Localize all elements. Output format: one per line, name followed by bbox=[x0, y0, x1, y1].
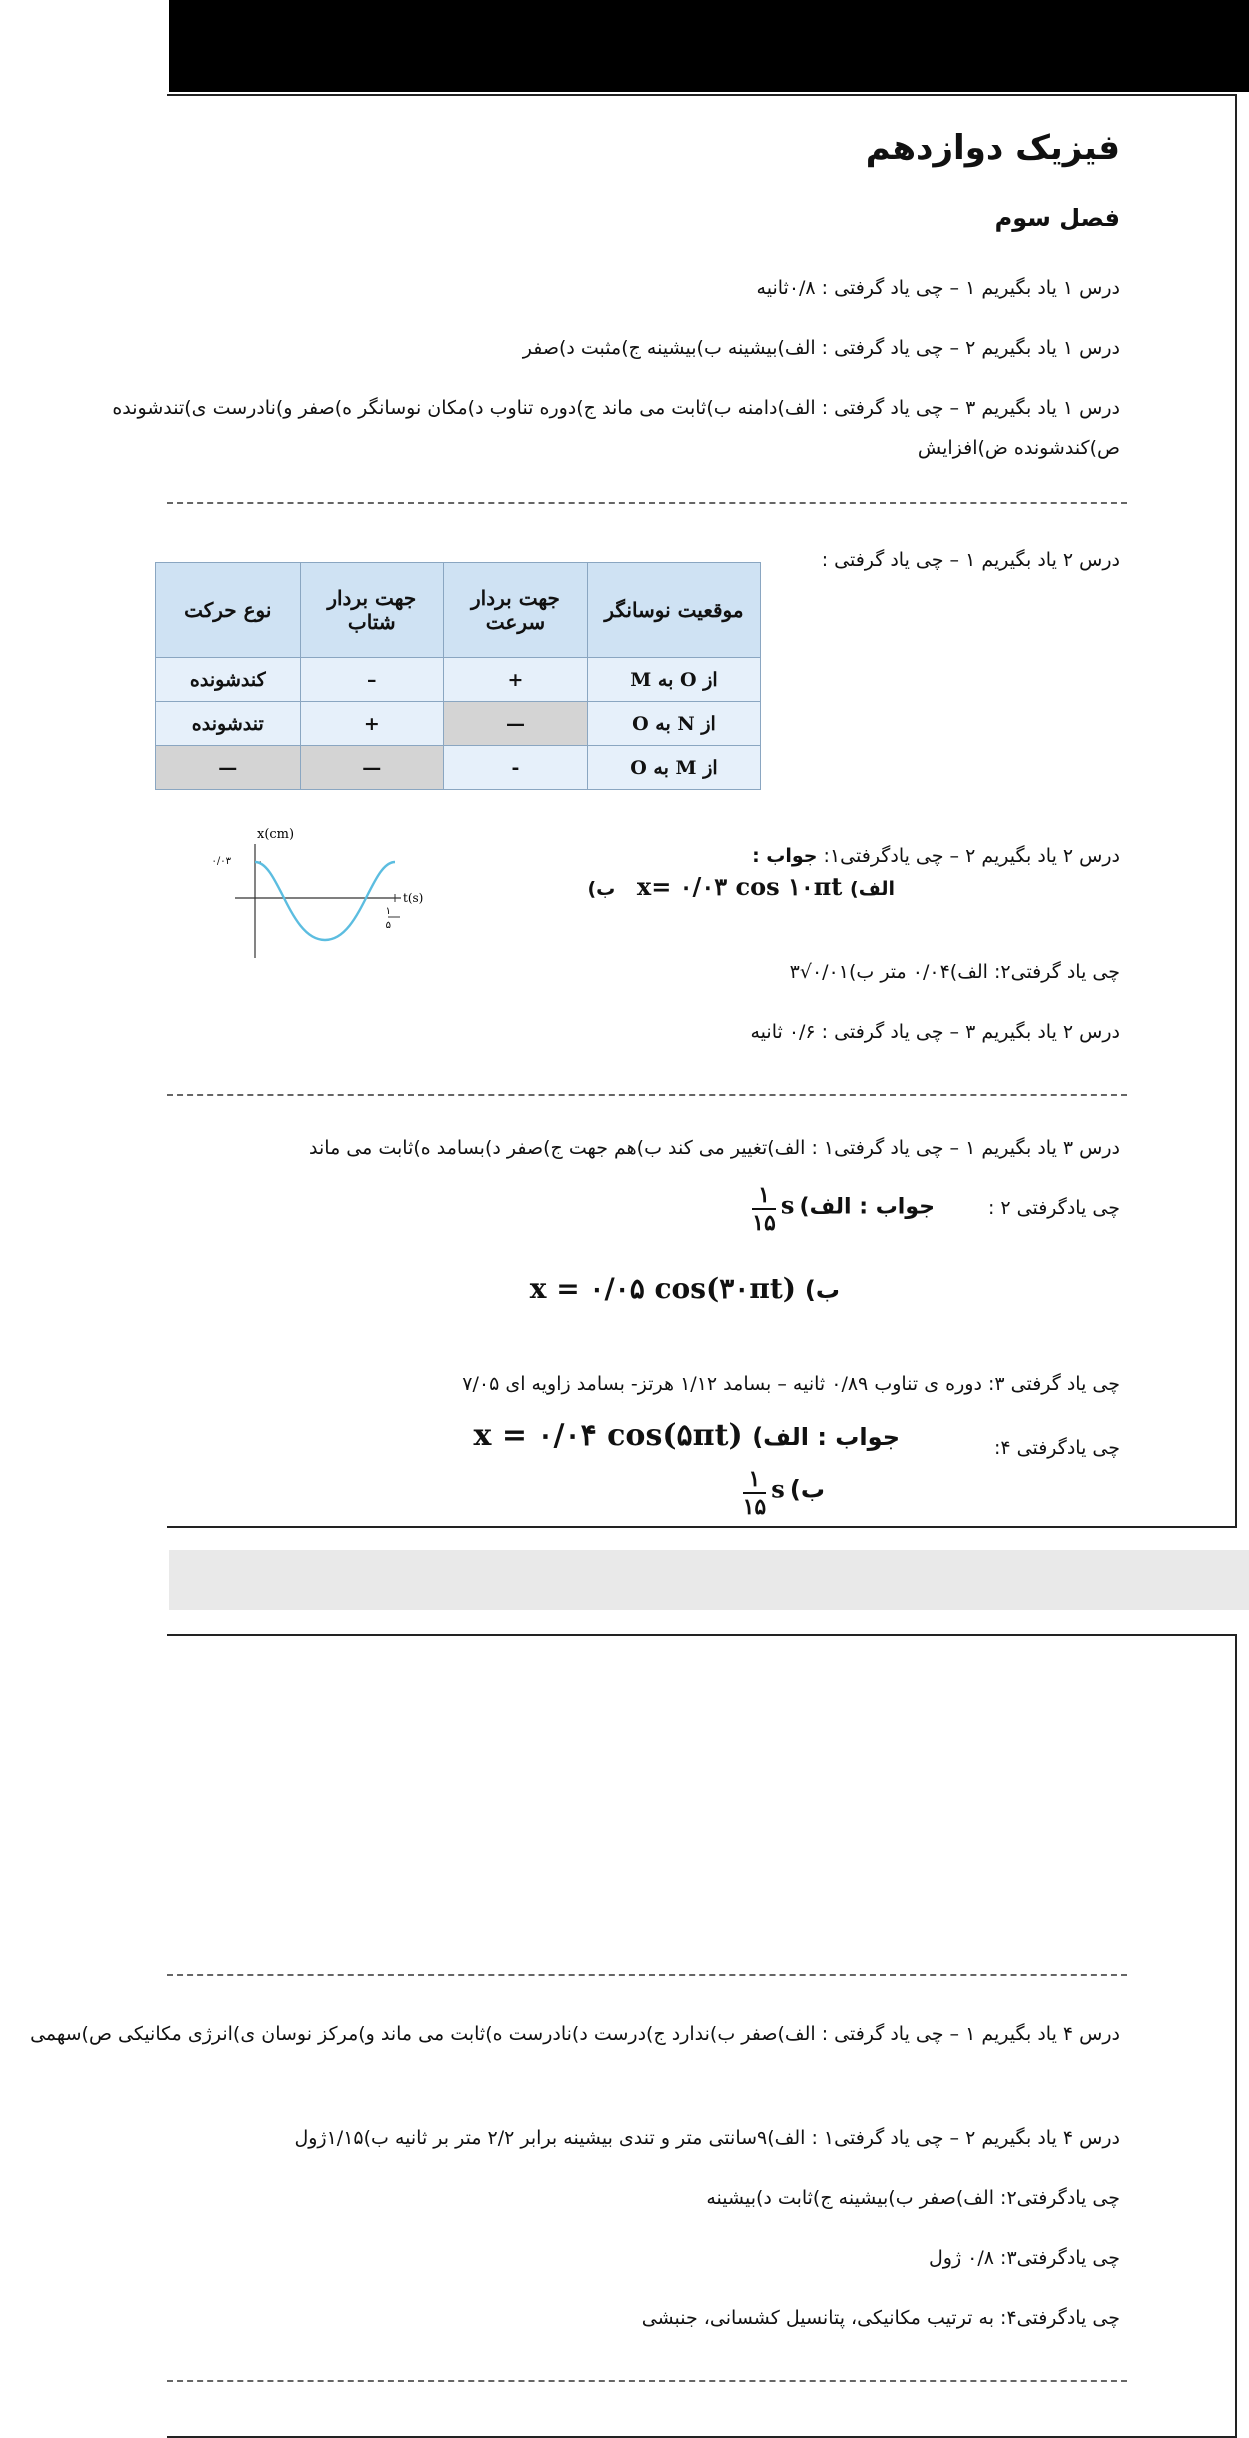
table-cell: تندشونده bbox=[156, 702, 301, 746]
lesson4-chi2: چی یادگرفتی۲: الف)صفر ب)بیشینه ج)ثابت د)بیشینه bbox=[706, 2187, 1120, 2209]
table-cell: – bbox=[300, 658, 443, 702]
cosine-graph-svg bbox=[211, 822, 427, 962]
be-label: ب) bbox=[587, 878, 616, 900]
motion-table bbox=[155, 562, 761, 790]
alef-label: الف) bbox=[850, 878, 895, 900]
x-axis-label: t(s) bbox=[403, 891, 424, 905]
chi4-answer-label: جواب : الف) bbox=[752, 1423, 900, 1451]
y-axis-label: x(cm) bbox=[257, 827, 295, 842]
table-cell: کندشونده bbox=[156, 658, 301, 702]
chi4-equation: x = ۰/۰۴ cos(۵πt) bbox=[473, 1418, 743, 1453]
chi2-be-equation: x = ۰/۰۵ cos(۳۰πt) bbox=[529, 1272, 796, 1305]
chi3: چی یاد گرفتی ۳: دوره ی تناوب ۰/۸۹ ثانیه – بسامد ۱/۱۲ هرتز- بسامد زاویه ای ۷/۰۵ bbox=[462, 1373, 1120, 1395]
lesson1-q3: درس ۱ یاد بگیریم ۳ – چی یاد گرفتی : الف)دامنه ب)ثابت می ماند ج)دوره تناوب د)مکان نوسانگر ه)صفر و)نادرست ی)تندشونده ص)کندشونده ض)افزایش bbox=[112, 397, 1120, 459]
lesson4-q2: درس ۴ یاد بگیریم ۲ – چی یاد گرفتی۱ : الف)۹سانتی متر و تندی بیشینه برابر ۲/۲ متر بر ثانیه ب)۱/۱۵ژول bbox=[294, 2127, 1120, 2149]
chi2-answer-label: جواب : الف) bbox=[799, 1194, 935, 1220]
lesson4-chi4: چی یادگرفتی۴: به ترتیب مکانیکی، پتانسیل کشسانی، جنبشی bbox=[641, 2307, 1120, 2329]
lesson1-q1: درس ۱ یاد بگیریم ۱ – چی یاد گرفتی : ۰/۸ثانیه bbox=[756, 277, 1120, 299]
table-row bbox=[156, 702, 761, 746]
chi4-be-label: ب) bbox=[789, 1475, 825, 1504]
section-divider bbox=[167, 502, 1127, 504]
lesson2-q2-prefix: درس ۲ یاد بگیریم ۲ – چی یادگرفتی۱: bbox=[823, 845, 1120, 867]
x-tick-denominator: ۵ bbox=[385, 920, 391, 931]
chi4-be bbox=[743, 1466, 825, 1520]
chi4-label: چی یادگرفتی ۴: bbox=[993, 1437, 1120, 1459]
table-row bbox=[156, 746, 761, 790]
chi4-answer bbox=[474, 1418, 900, 1453]
chi4-fraction bbox=[743, 1466, 767, 1520]
fraction-denominator: ۱۵ bbox=[752, 1210, 776, 1236]
chi2-label: چی یادگرفتی ۲ : bbox=[987, 1197, 1120, 1219]
fraction-numerator: ۱ bbox=[752, 1182, 776, 1210]
chi2-be-label: ب) bbox=[804, 1276, 840, 1304]
lesson2-q2-answer bbox=[587, 870, 895, 906]
fraction-numerator: ۱ bbox=[743, 1466, 767, 1494]
lesson4-chi3: چی یادگرفتی۳: ۰/۸ ژول bbox=[928, 2247, 1120, 2269]
table-cell: از O به M bbox=[587, 658, 760, 702]
answer-label: جواب : bbox=[752, 845, 818, 867]
chi4-unit: s bbox=[771, 1474, 785, 1504]
lesson3-q1: درس ۳ یاد بگیریم ۱ – چی یاد گرفتی۱ : الف)تغییر می کند ب)هم جهت ج)صفر د)بسامد ه)ثابت می ماند bbox=[309, 1137, 1120, 1159]
table-cell: + bbox=[300, 702, 443, 746]
chapter-heading: فصل سوم bbox=[994, 204, 1120, 232]
table-cell: از N به O bbox=[587, 702, 760, 746]
chi2-unit: s bbox=[780, 1190, 795, 1220]
lesson2-q1-intro: درس ۲ یاد بگیریم ۱ – چی یاد گرفتی : bbox=[821, 549, 1120, 571]
section-divider bbox=[167, 1094, 1127, 1096]
y-tick-label: ۰/۰۳ bbox=[211, 856, 231, 867]
table-cell: — bbox=[300, 746, 443, 790]
table-header-cell: جهت بردار سرعت bbox=[444, 563, 588, 658]
table-cell: از M به O bbox=[587, 746, 760, 790]
table-cell: + bbox=[444, 658, 588, 702]
document-page-1 bbox=[112, 94, 1237, 1528]
page-gap bbox=[169, 1550, 1249, 1610]
cosine-curve bbox=[255, 862, 395, 940]
table-row bbox=[156, 658, 761, 702]
table-cell: — bbox=[156, 746, 301, 790]
lesson4-q1: درس ۴ یاد بگیریم ۱ – چی یاد گرفتی : الف)صفر ب)ندارد ج)درست د)نادرست ه)ثابت می ماند و)مرکز نوسان ی)انرژی مکانیکی ص)سهمی bbox=[30, 2023, 1120, 2045]
lesson2-q2-part2: چی یاد گرفتی۲: الف)۰/۰۴ متر ب)۰/۰۱√۳ bbox=[789, 961, 1120, 983]
x-tick-numerator: ۱ bbox=[385, 906, 391, 917]
table-cell: — bbox=[444, 702, 588, 746]
table-header-cell: نوع حرکت bbox=[156, 563, 301, 658]
document-page-2 bbox=[30, 1634, 1237, 2438]
cosine-graph bbox=[211, 822, 427, 962]
lesson2-q3: درس ۲ یاد بگیریم ۳ – چی یاد گرفتی : ۰/۶ ثانیه bbox=[750, 1021, 1120, 1043]
page-title: فیزیک دوازدهم bbox=[865, 128, 1120, 168]
chi2-answer bbox=[752, 1182, 935, 1236]
chi2-be bbox=[530, 1272, 840, 1305]
fraction-denominator: ۱۵ bbox=[742, 1494, 767, 1520]
section-divider bbox=[167, 1974, 1127, 1976]
alef-equation: x= ۰/۰۳ cos ۱۰πt bbox=[636, 872, 843, 901]
table-header-row bbox=[156, 563, 761, 658]
table-cell: - bbox=[444, 746, 588, 790]
motion-table-wrap bbox=[167, 562, 761, 784]
table-header-cell: جهت بردار شتاب bbox=[300, 563, 443, 658]
lesson1-q2: درس ۱ یاد بگیریم ۲ – چی یاد گرفتی : الف)بیشینه ب)بیشینه ج)مثبت د)صفر bbox=[522, 337, 1120, 359]
table-header-cell: موقعیت نوسانگر bbox=[587, 563, 760, 658]
chi2-fraction bbox=[752, 1182, 776, 1236]
status-bar bbox=[169, 0, 1249, 92]
section-divider bbox=[167, 2380, 1127, 2382]
